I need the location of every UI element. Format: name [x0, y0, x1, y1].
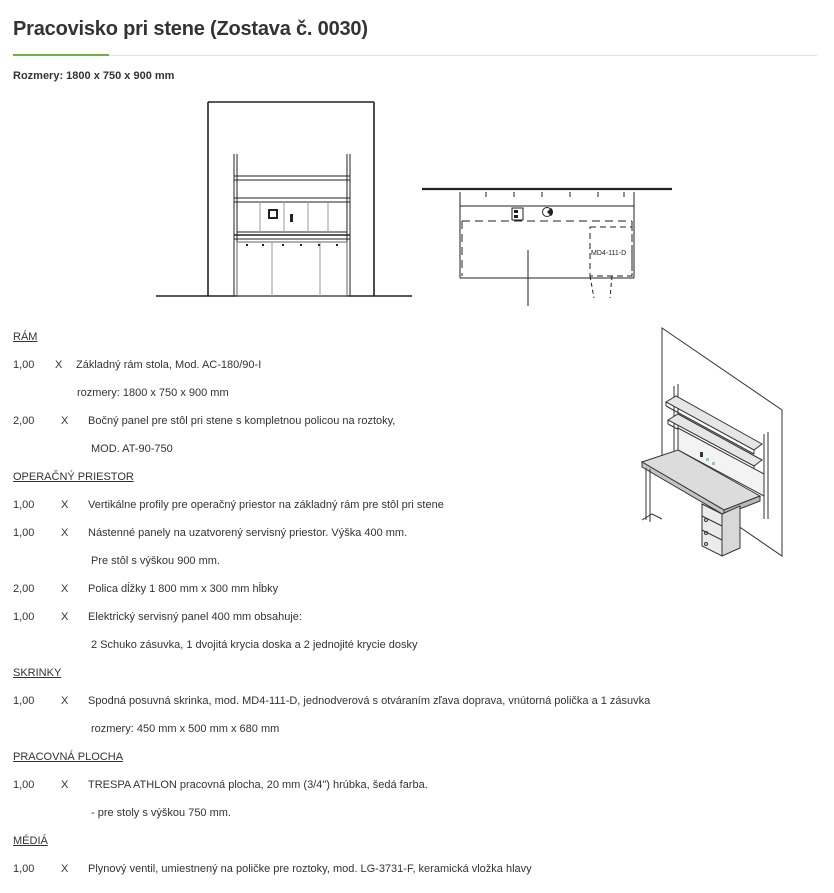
- item-multiplier: X: [55, 359, 63, 371]
- item-quantity: 1,00: [13, 695, 35, 707]
- section-heading: MÉDIÁ: [13, 835, 48, 847]
- item-description: TRESPA ATHLON pracovná plocha, 20 mm (3/4") hrúbka, šedá farba.: [88, 779, 428, 791]
- isometric-drawing: [636, 324, 788, 564]
- top-view-cabinet-label: MD4-111-D: [591, 250, 627, 257]
- item-description: Elektrický servisný panel 400 mm obsahuje:: [88, 611, 302, 623]
- top-view-drawing: [418, 180, 676, 310]
- section-heading: SKRINKY: [13, 667, 62, 679]
- title-accent-bar: [13, 54, 109, 56]
- item-multiplier: X: [61, 779, 69, 791]
- item-multiplier: X: [61, 695, 69, 707]
- item-description: Spodná posuvná skrinka, mod. MD4-111-D, jednodverová s otváraním zľava doprava, vnútorná polička a 1 zásuvka: [88, 695, 651, 707]
- page-title: Pracovisko pri stene (Zostava č. 0030): [13, 18, 368, 40]
- front-view-drawing: [150, 96, 420, 306]
- section-heading: PRACOVNÁ PLOCHA: [13, 751, 124, 763]
- item-detail: Pre stôl s výškou 900 mm.: [91, 555, 220, 567]
- item-quantity: 1,00: [13, 499, 35, 511]
- item-multiplier: X: [61, 415, 69, 427]
- item-quantity: 1,00: [13, 527, 35, 539]
- dimensions-label: Rozmery: 1800 x 750 x 900 mm: [13, 70, 175, 82]
- item-multiplier: X: [61, 527, 69, 539]
- item-detail: 2 Schuko zásuvka, 1 dvojitá krycia doska a 2 jednojité krycie dosky: [91, 639, 418, 651]
- item-description: Nástenné panely na uzatvorený servisný priestor. Výška 400 mm.: [88, 527, 408, 539]
- item-multiplier: X: [61, 863, 69, 875]
- item-multiplier: X: [61, 499, 69, 511]
- title-divider: [13, 55, 817, 56]
- item-detail: rozmery: 1800 x 750 x 900 mm: [77, 387, 229, 399]
- section-heading: RÁM: [13, 331, 38, 343]
- item-detail: MOD. AT-90-750: [91, 443, 173, 455]
- item-description: Polica dĺžky 1 800 mm x 300 mm hĺbky: [88, 583, 279, 595]
- item-quantity: 1,00: [13, 863, 35, 875]
- item-multiplier: X: [61, 611, 69, 623]
- item-description: Základný rám stola, Mod. AC-180/90-I: [76, 359, 262, 371]
- item-description: Plynový ventil, umiestnený na poličke pre roztoky, mod. LG-3731-F, keramická vložka hlavy: [88, 863, 532, 875]
- section-heading: OPERAČNÝ PRIESTOR: [13, 471, 134, 483]
- item-description: Bočný panel pre stôl pri stene s kompletnou policou na roztoky,: [88, 415, 396, 427]
- item-detail: rozmery: 450 mm x 500 mm x 680 mm: [91, 723, 280, 735]
- item-quantity: 1,00: [13, 779, 35, 791]
- item-quantity: 2,00: [13, 583, 35, 595]
- item-detail: - pre stoly s výškou 750 mm.: [91, 807, 231, 819]
- item-quantity: 1,00: [13, 611, 35, 623]
- item-multiplier: X: [61, 583, 69, 595]
- item-description: Vertikálne profily pre operačný priestor na základný rám pre stôl pri stene: [88, 499, 444, 511]
- item-quantity: 2,00: [13, 415, 35, 427]
- item-quantity: 1,00: [13, 359, 35, 371]
